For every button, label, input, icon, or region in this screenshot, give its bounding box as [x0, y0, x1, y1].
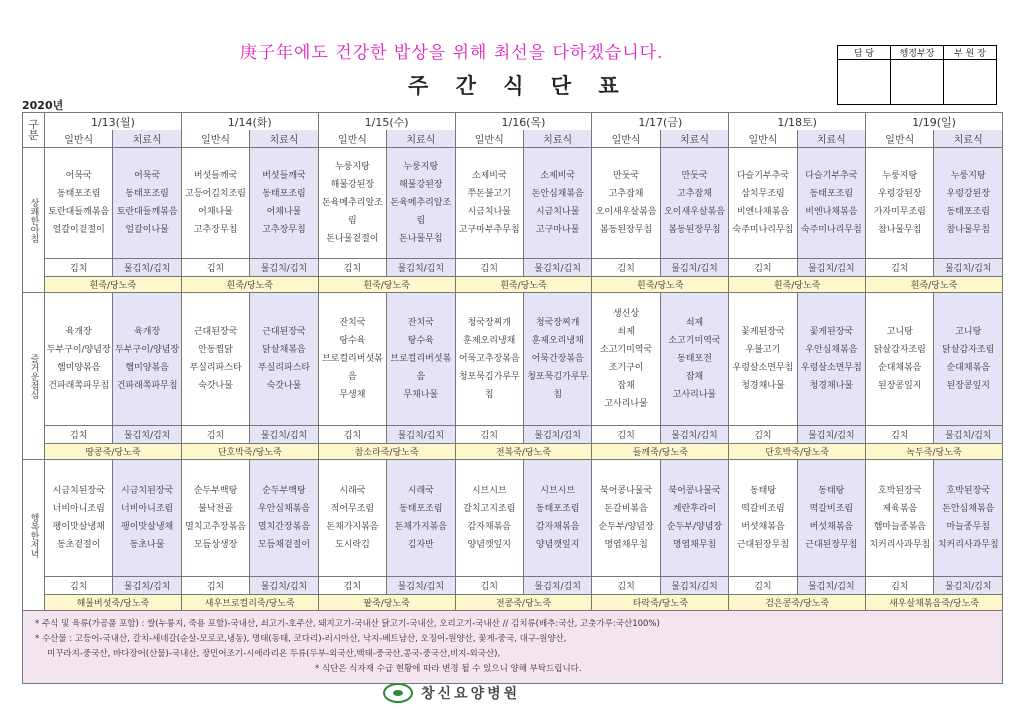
diet-menu-cell: 호박된장국 돈안심채볶음 마늘종무침 치커리사과무침 [934, 460, 1003, 577]
diet-menu-cell: 쇠제 소고기미역국 동태포전 잡채 고사리나물 [660, 293, 728, 426]
origin-note-line: * 식단은 식자재 수급 현황에 따라 변경 될 수 있으니 양해 부탁드립니다. [315, 664, 582, 674]
kimchi-regular: 김치 [318, 259, 386, 277]
diet-menu-cell: 시래국 동태포조림 돈채가지볶음 김자반 [387, 460, 455, 577]
porridge-cell: 전콩죽/당노죽 [455, 595, 592, 611]
regular-menu-cell: 순두부백탕 불낙전골 멸치고추장볶음 모듬상생장 [181, 460, 249, 577]
porridge-row [23, 444, 1003, 460]
kimchi-row [23, 259, 1003, 277]
sub-header-regular: 일반식 [729, 130, 797, 148]
kimchi-regular: 김치 [455, 426, 523, 444]
weekly-menu-table [22, 112, 1003, 684]
meal-row [23, 148, 1003, 259]
meal-name-text: 상쾌한아침 [28, 197, 39, 243]
diet-menu-cell: 만둣국 고추잡채 오이새우살볶음 봄동된장무침 [660, 148, 728, 259]
porridge-cell: 녹두죽/당노죽 [866, 444, 1003, 460]
kimchi-diet: 물김치/김치 [797, 426, 865, 444]
sub-header-diet: 치료식 [250, 130, 318, 148]
regular-menu-cell: 생신상 쇠제 소고기미역국 조기구이 잡채 고사리나물 [592, 293, 660, 426]
porridge-cell: 흰죽/당노죽 [45, 277, 182, 293]
kimchi-regular: 김치 [729, 259, 797, 277]
kimchi-diet: 물김치/김치 [113, 426, 181, 444]
slogan: 庚子年에도 건강한 밥상을 위해 최선을 다하겠습니다. [240, 43, 664, 63]
regular-menu-cell: 시브시브 갈치고지조림 감자채볶음 양념깻잎지 [455, 460, 523, 577]
day-header-row [23, 113, 1003, 131]
kimchi-regular: 김치 [455, 577, 523, 595]
kimchi-diet: 물김치/김치 [523, 426, 591, 444]
porridge-cell: 새우살채볶음죽/당노죽 [866, 595, 1003, 611]
kimchi-diet: 물김치/김치 [660, 259, 728, 277]
kimchi-regular: 김치 [181, 577, 249, 595]
origin-note-line: 미꾸라지-중국산, 바다장어(산물)-국내산, 장민어조기-시에라리온 두류(두부-외국산,백태-중국산,콩국-중국산,비지-외국산), [47, 649, 501, 659]
diet-menu-cell: 근대된장국 닭살채볶음 푸실리파스타 숙갓나물 [250, 293, 318, 426]
sub-header-regular: 일반식 [181, 130, 249, 148]
meal-row [23, 293, 1003, 426]
approval-box [837, 45, 997, 105]
regular-menu-cell: 만둣국 고추잡채 오이새우살볶음 봄동된장무침 [592, 148, 660, 259]
porridge-cell: 들깨죽/당노죽 [592, 444, 729, 460]
kimchi-regular: 김치 [45, 426, 113, 444]
approval-sign-2 [891, 60, 944, 105]
gubun-label-2: 분 [28, 129, 39, 142]
kimchi-diet: 물김치/김치 [250, 426, 318, 444]
regular-menu-cell: 근대된장국 안동찜닭 푸실리파스타 숙갓나물 [181, 293, 249, 426]
kimchi-regular: 김치 [592, 259, 660, 277]
kimchi-diet: 물김치/김치 [660, 577, 728, 595]
regular-menu-cell: 누룽지탕 해물강된장 돈육메추리알조림 돈나물겉절이 [318, 148, 386, 259]
kimchi-row [23, 426, 1003, 444]
origin-note-line: * 주식 및 육류(가공품 포함) : 쌀(누룽지, 죽용 포함)-국내산, 쇠고기-호주산, 돼지고기-국내산 닭고기-국내산, 오리고기-국내산 // 김치류(배추:국산, 고춧가루:국산100%) [35, 619, 660, 629]
meal-row [23, 460, 1003, 577]
approval-head-2: 행정부장 [891, 46, 944, 60]
porridge-cell: 흰죽/당노죽 [181, 277, 318, 293]
kimchi-regular: 김치 [181, 259, 249, 277]
notes-row [23, 611, 1003, 684]
sub-header-regular: 일반식 [318, 130, 386, 148]
hospital-logo-icon [383, 683, 413, 703]
meal-name [23, 460, 45, 611]
regular-menu-cell: 시래국 적어무조림 돈채가지볶음 도시락김 [318, 460, 386, 577]
approval-head-3: 부 원 장 [944, 46, 997, 60]
kimchi-diet: 물김치/김치 [934, 426, 1003, 444]
kimchi-diet: 물김치/김치 [387, 577, 455, 595]
kimchi-regular: 김치 [729, 426, 797, 444]
porridge-cell: 팥죽/당노죽 [318, 595, 455, 611]
diet-menu-cell: 누룽지탕 우렁강된장 동태포조림 참나물무침 [934, 148, 1003, 259]
kimchi-regular: 김치 [592, 577, 660, 595]
porridge-cell: 흰죽/당노죽 [455, 277, 592, 293]
diet-menu-cell: 동태탕 떡갈비조림 버섯채볶음 근대된장무침 [797, 460, 865, 577]
porridge-cell: 땅콩죽/당노죽 [45, 444, 182, 460]
origin-notes [23, 611, 1003, 684]
porridge-cell: 흰죽/당노죽 [592, 277, 729, 293]
diet-menu-cell: 청국장찌개 훈제오리냉채 어묵간장볶음 청포묵김가루무침 [523, 293, 591, 426]
diet-menu-cell: 소제비국 돈안심채볶음 시금치나물 고구마나물 [523, 148, 591, 259]
day-header: 1/19(일) [866, 113, 1003, 131]
kimchi-row [23, 577, 1003, 595]
kimchi-diet: 물김치/김치 [934, 577, 1003, 595]
day-header: 1/14(화) [181, 113, 318, 131]
page-title: 주 간 식 단 표 [408, 74, 629, 98]
sub-header-diet: 치료식 [387, 130, 455, 148]
regular-menu-cell: 동태탕 떡갈비조림 버섯채볶음 근대된장무침 [729, 460, 797, 577]
kimchi-diet: 물김치/김치 [523, 577, 591, 595]
regular-menu-cell: 소제비국 쭈돈불고기 시금치나물 고구마부추무침 [455, 148, 523, 259]
approval-head-1: 담 당 [838, 46, 891, 60]
regular-menu-cell: 청국장찌개 훈제오리냉채 어묵고추장볶음 청포묵김가루무침 [455, 293, 523, 426]
gubun-label [23, 113, 45, 148]
diet-menu-cell: 누룽지탕 해물강된장 돈육메추리알조림 돈나물무침 [387, 148, 455, 259]
kimchi-diet: 물김치/김치 [250, 259, 318, 277]
approval-sign-3 [944, 60, 997, 105]
kimchi-regular: 김치 [455, 259, 523, 277]
kimchi-regular: 김치 [729, 577, 797, 595]
approval-sign-1 [838, 60, 891, 105]
kimchi-regular: 김치 [45, 577, 113, 595]
regular-menu-cell: 어묵국 동태포조림 토란대들깨볶음 얼갈이겉절이 [45, 148, 113, 259]
sub-header-diet: 치료식 [797, 130, 865, 148]
sub-header-diet: 치료식 [113, 130, 181, 148]
kimchi-diet: 물김치/김치 [934, 259, 1003, 277]
kimchi-diet: 물김치/김치 [797, 577, 865, 595]
porridge-row [23, 595, 1003, 611]
gubun-label-1: 구 [28, 118, 39, 131]
porridge-cell: 해물버섯죽/당노죽 [45, 595, 182, 611]
sub-header-diet: 치료식 [660, 130, 728, 148]
kimchi-regular: 김치 [318, 577, 386, 595]
diet-menu-cell: 잔치국 탕수육 브로컬리버섯볶음 무채나물 [387, 293, 455, 426]
porridge-cell: 참소라죽/당노죽 [318, 444, 455, 460]
kimchi-regular: 김치 [592, 426, 660, 444]
porridge-cell: 검은콩죽/당노죽 [729, 595, 866, 611]
origin-note-line: * 수산물 : 고등어-국내산, 갈치-세네갈(순살-모로코,냉동), 명태(동태, 코다리)-러시아산, 낙지-베트남산, 오징어-원양산, 꽃게-중국, 대구-원양산, [35, 634, 567, 644]
sub-header-regular: 일반식 [45, 130, 113, 148]
diet-menu-cell: 육개장 두부구이/양념장 햄미양볶음 건파래쪽파무침 [113, 293, 181, 426]
diet-menu-cell: 순두부백탕 우안심채볶음 멸치간장볶음 모듬채겉절이 [250, 460, 318, 577]
porridge-row [23, 277, 1003, 293]
diet-menu-cell: 버섯들깨국 동태포조림 어채나물 고추장무침 [250, 148, 318, 259]
hospital-logo [383, 683, 520, 703]
porridge-cell: 타락죽/당노죽 [592, 595, 729, 611]
diet-menu-cell: 어묵국 동태포조림 토란대들깨볶음 얼갈이나물 [113, 148, 181, 259]
diet-menu-cell: 북어콩나물국 계란후라이 순두부/양념장 명엽채무침 [660, 460, 728, 577]
porridge-cell: 전복죽/당노죽 [455, 444, 592, 460]
kimchi-diet: 물김치/김치 [387, 426, 455, 444]
year-label: 2020년 [22, 99, 64, 112]
kimchi-regular: 김치 [318, 426, 386, 444]
porridge-cell: 새우브로컬리죽/당노죽 [181, 595, 318, 611]
regular-menu-cell: 고니탕 닭살감자조림 순대채볶음 된장콩잎지 [866, 293, 934, 426]
diet-menu-cell: 시브시브 동태포조림 감자채볶음 양념깻잎지 [523, 460, 591, 577]
day-header: 1/18토) [729, 113, 866, 131]
sub-header-regular: 일반식 [866, 130, 934, 148]
porridge-cell: 단호박죽/당노죽 [729, 444, 866, 460]
kimchi-diet: 물김치/김치 [113, 577, 181, 595]
day-header: 1/16(목) [455, 113, 592, 131]
regular-menu-cell: 호박된장국 제육볶음 햄마늘종볶음 치커리사과무침 [866, 460, 934, 577]
kimchi-regular: 김치 [866, 259, 934, 277]
diet-menu-cell: 꽃게된장국 우안심채볶음 우렁살소면무침 청경채나물 [797, 293, 865, 426]
regular-menu-cell: 꽃게된장국 우불고기 우렁살소면무침 청경채나물 [729, 293, 797, 426]
day-header: 1/17(금) [592, 113, 729, 131]
kimchi-regular: 김치 [866, 577, 934, 595]
sub-header-diet: 치료식 [523, 130, 591, 148]
sub-header-row [23, 130, 1003, 148]
regular-menu-cell: 다슬기부추국 삼치무조림 비엔나채볶음 숙주미나리무침 [729, 148, 797, 259]
regular-menu-cell: 육개장 두부구이/양념장 햄미양볶음 건파래쪽파무침 [45, 293, 113, 426]
regular-menu-cell: 시금치된장국 너비아니조림 팽이맛살냉채 동초겉절이 [45, 460, 113, 577]
diet-menu-cell: 고니탕 닭살감자조림 순대채볶음 된장콩잎지 [934, 293, 1003, 426]
meal-name-text: 즐거운점심 [28, 353, 39, 399]
diet-menu-cell: 다슬기부추국 동태포조림 비엔나채볶음 숙주미나리무침 [797, 148, 865, 259]
porridge-cell: 흰죽/당노죽 [318, 277, 455, 293]
sub-header-diet: 치료식 [934, 130, 1003, 148]
regular-menu-cell: 잔치국 탕수육 브로컬리버섯볶음 무생채 [318, 293, 386, 426]
regular-menu-cell: 버섯들깨국 고등어김치조림 어채나물 고추장무침 [181, 148, 249, 259]
kimchi-diet: 물김치/김치 [113, 259, 181, 277]
kimchi-diet: 물김치/김치 [387, 259, 455, 277]
diet-menu-cell: 시금치된장국 너비아니조림 팽이맛살냉채 동초나물 [113, 460, 181, 577]
porridge-cell: 흰죽/당노죽 [729, 277, 866, 293]
kimchi-diet: 물김치/김치 [660, 426, 728, 444]
hospital-name: 창신요양병원 [421, 686, 521, 702]
regular-menu-cell: 북어콩나물국 돈갈비볶음 순두부/양념장 명엽채무침 [592, 460, 660, 577]
sub-header-regular: 일반식 [455, 130, 523, 148]
porridge-cell: 단호박죽/당노죽 [181, 444, 318, 460]
meal-name [23, 148, 45, 293]
meal-name [23, 293, 45, 460]
kimchi-regular: 김치 [181, 426, 249, 444]
sub-header-regular: 일반식 [592, 130, 660, 148]
regular-menu-cell: 누룽지탕 우렁강된장 가자미무조림 참나물무침 [866, 148, 934, 259]
kimchi-regular: 김치 [45, 259, 113, 277]
day-header: 1/13(월) [45, 113, 182, 131]
kimchi-diet: 물김치/김치 [523, 259, 591, 277]
meal-name-text: 행복한저녁 [28, 512, 39, 558]
kimchi-regular: 김치 [866, 426, 934, 444]
day-header: 1/15(수) [318, 113, 455, 131]
porridge-cell: 흰죽/당노죽 [866, 277, 1003, 293]
kimchi-diet: 물김치/김치 [250, 577, 318, 595]
kimchi-diet: 물김치/김치 [797, 259, 865, 277]
